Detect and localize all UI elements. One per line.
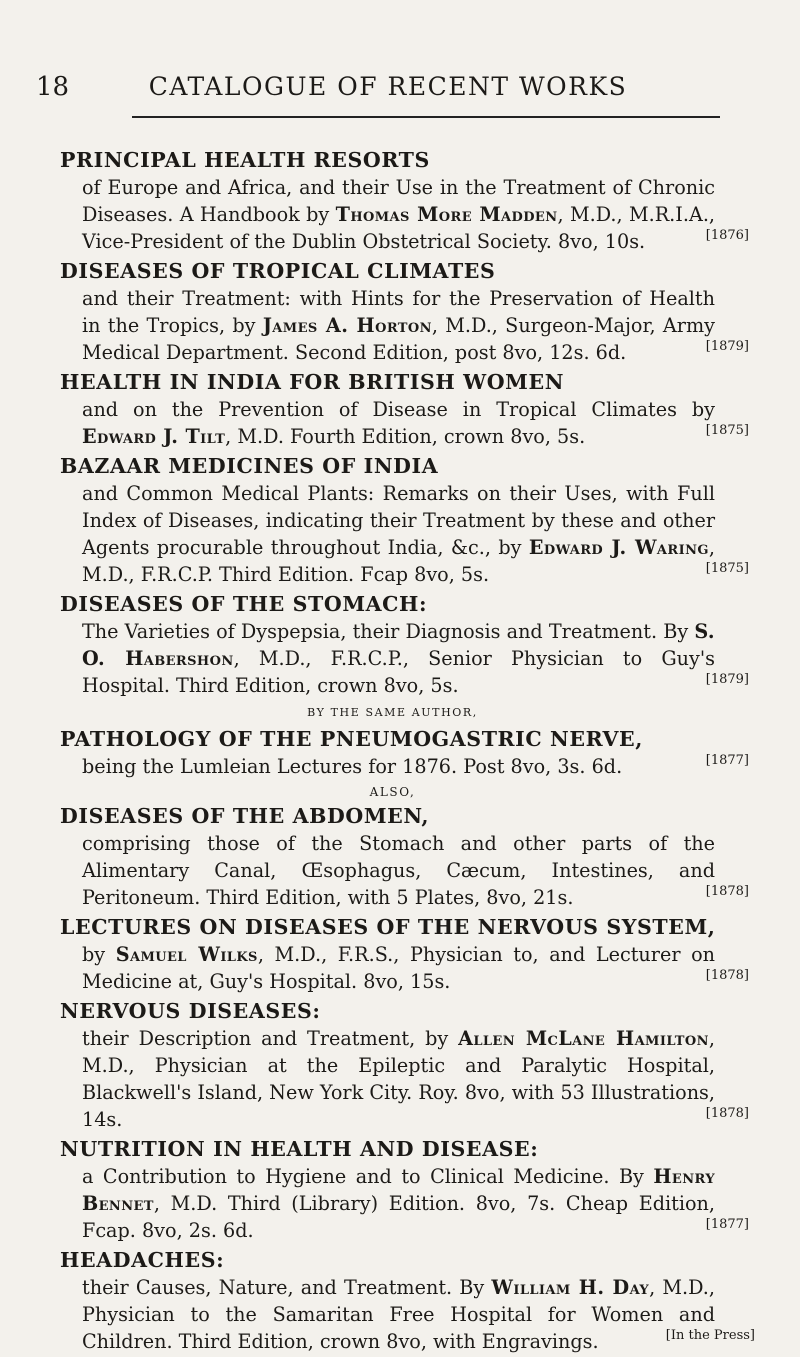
entry-text-continued: , M.D., F.R.C.P. Third Edition. Fcap 8vo, 5s. [82,536,715,586]
catalogue-entry [60,802,749,911]
entry-author: William H. Day [491,1276,650,1299]
entry-description [60,618,749,699]
entry-author: Edward J. Waring [528,536,709,559]
entry-author: Edward J. Tilt [82,425,226,448]
entry-title: PRINCIPAL HEALTH RESORTS [60,148,430,172]
catalogue-entry [60,1135,749,1244]
catalogue-entry [60,368,749,450]
entry-description [60,1163,749,1244]
entry-description [60,753,749,780]
section-divider: ALSO, [369,785,416,799]
entry-text: and Common Medical Plants: Remarks on their Uses, with Full Index of Diseases, indicating their Treatment by these and other Agents procurable throughout India, &c., by [82,482,715,559]
entry-text-continued: , M.D., Surgeon-Major, Army Medical Department. Second Edition, post 8vo, 12s. 6d. [82,314,715,364]
entry-title: PATHOLOGY OF THE PNEUMOGASTRIC NERVE, [60,727,643,751]
entry-title: DISEASES OF THE STOMACH: [60,592,428,616]
entry-date: [1876] [705,228,749,243]
running-head: CATALOGUE OF RECENT WORKS [148,72,628,101]
entry-text: comprising those of the Stomach and other parts of the Alimentary Canal, Œsophagus, Cæcum, Intestines, and Peritoneum. Third Edition, with 5 Plates, 8vo, 21s. [82,832,715,909]
entry-description [60,830,749,911]
entry-text-continued: , M.D., F.R.C.P., Senior Physician to Guy's Hospital. Third Edition, crown 8vo, 5s. [82,647,715,697]
entry-description [60,1274,755,1355]
entry-author: Allen McLane Hamilton [458,1027,709,1050]
catalogue-entry [60,146,749,255]
entry-title: DISEASES OF TROPICAL CLIMATES [60,259,496,283]
entry-text-continued: , M.D., Physician at the Epileptic and Paralytic Hospital, Blackwell's Island, New York City. Roy. 8vo, with 53 Illustrations, 14s. [82,1027,715,1131]
entry-title: NUTRITION IN HEALTH AND DISEASE: [60,1137,539,1161]
entry-title: DISEASES OF THE ABDOMEN, [60,804,430,828]
entry-date: [1875] [705,423,749,438]
catalogue-entry [60,997,749,1133]
entry-description [60,941,749,995]
entry-date: [1879] [705,672,749,687]
entry-date: [1879] [705,339,749,354]
entry-title: BAZAAR MEDICINES OF INDIA [60,454,439,478]
catalogue-entry [60,257,749,366]
entry-text: by [82,943,116,966]
entry-date: [1875] [705,561,749,576]
entry-title: NERVOUS DISEASES: [60,999,321,1023]
entry-date: [1878] [705,968,749,983]
entry-text: The Varieties of Dyspepsia, their Diagnosis and Treatment. By [82,620,695,643]
entry-date: [In the Press] [665,1328,755,1343]
entry-text: being the Lumleian Lectures for 1876. Post 8vo, 3s. 6d. [82,755,623,778]
entry-text: and on the Prevention of Disease in Tropical Climates by [82,398,715,421]
entry-text-continued: , M.D. Fourth Edition, crown 8vo, 5s. [225,425,586,448]
entry-date: [1877] [705,753,749,768]
entry-date: [1878] [705,884,749,899]
entry-text-continued: , M.D., Physician to the Samaritan Free Hospital for Women and Children. Third Edition, crown 8vo, with Engravings. [82,1276,715,1353]
entry-text: and their Treatment: with Hints for the Preservation of Health in the Tropics, by [82,287,715,337]
entry-description [60,285,749,366]
page-number: 18 [36,72,70,102]
entry-text: a Contribution to Hygiene and to Clinical Medicine. By [82,1165,654,1188]
entry-author: James A. Horton [262,314,432,337]
entry-author: Henry Bennet [82,1165,715,1215]
entry-text: of Europe and Africa, and their Use in the Treatment of Chronic Diseases. A Handbook by [82,176,715,226]
entry-author: Thomas More Madden [335,203,558,226]
entry-title: LECTURES ON DISEASES OF THE NERVOUS SYSTEM, [60,915,716,939]
page-header [36,72,740,104]
section-divider: BY THE SAME AUTHOR, [307,706,478,719]
catalogue-entry [60,725,749,780]
catalogue-entry [60,1246,755,1355]
entry-text-continued: , M.D., M.R.I.A., Vice-President of the Dublin Obstetrical Society. 8vo, 10s. [82,203,716,253]
entry-title: HEADACHES: [60,1248,225,1272]
entry-description [60,480,749,588]
entry-date: [1877] [705,1217,749,1232]
entry-text: their Description and Treatment, by [82,1027,459,1050]
header-rule [132,116,720,118]
entry-title: HEALTH IN INDIA FOR BRITISH WOMEN [60,370,565,394]
entry-text-continued: , M.D. Third (Library) Edition. 8vo, 7s. Cheap Edition, Fcap. 8vo, 2s. 6d. [82,1192,715,1242]
catalogue-entries [60,146,755,1357]
entry-author: S. O. Habershon [82,620,715,670]
entry-text-continued: , M.D., F.R.S., Physician to, and Lecturer on Medicine at, Guy's Hospital. 8vo, 15s. [82,943,715,993]
catalogue-entry [60,913,749,995]
catalogue-entry [60,452,749,588]
entry-text: their Causes, Nature, and Treatment. By [82,1276,492,1299]
entry-author: Samuel Wilks [115,943,258,966]
entry-description [60,174,749,255]
entry-description [60,1025,749,1133]
entry-date: [1878] [705,1106,749,1121]
catalogue-entry [60,590,749,699]
entry-description [60,396,749,450]
